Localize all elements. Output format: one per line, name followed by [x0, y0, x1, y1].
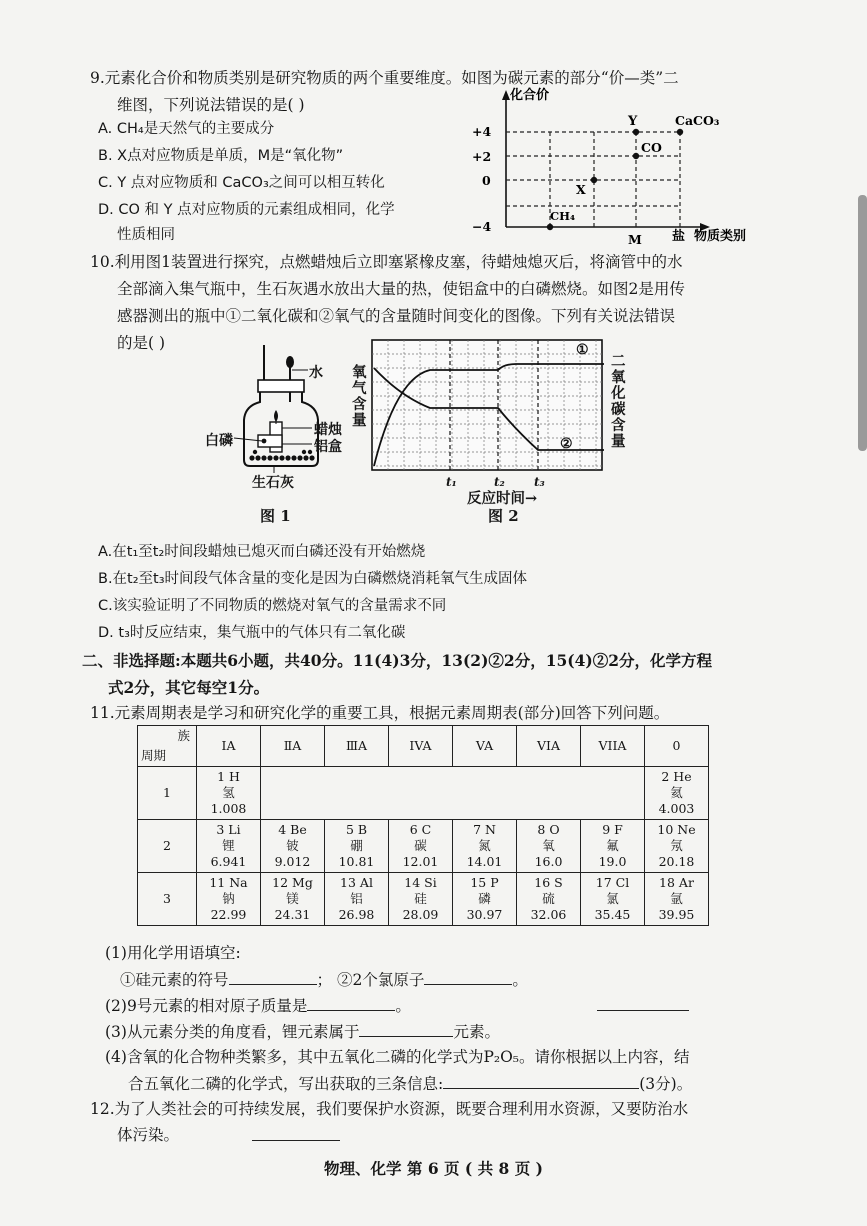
group-header: ⅢA — [325, 726, 389, 767]
element-symbol: 4 Be — [278, 822, 307, 837]
element-mass: 24.31 — [274, 907, 311, 922]
q10-stem-line2: 全部滴入集气瓶中，生石灰遇水放出大量的热，使铝盒中的白磷燃烧。如图2是用传 — [117, 280, 685, 298]
element-mass: 26.98 — [338, 907, 375, 922]
group-header: VIA — [517, 726, 581, 767]
q11-part3-label: (3)从元素分类的角度看，锂元素属于 — [105, 1023, 360, 1041]
element-name: 铍 — [286, 838, 299, 853]
q9-option-d-line2: 性质相同 — [117, 227, 175, 243]
figure2-caption: 图 2 — [488, 507, 519, 525]
element-mass: 10.81 — [338, 854, 375, 869]
element-name: 氢 — [222, 785, 235, 800]
element-name: 铝 — [350, 891, 363, 906]
q11-part1b-label: ②2个氯原子 — [336, 971, 425, 989]
element-mass: 30.97 — [466, 907, 503, 922]
element-symbol: 1 H — [217, 769, 240, 784]
q11-part4-line1: (4)含氧的化合物种类繁多，其中五氧化二磷的化学式为P₂O₅。请你根据以上内容，结 — [105, 1048, 690, 1066]
label-y: Y — [628, 114, 638, 129]
q10-stem-line4: 的是( ) — [117, 334, 166, 352]
q11-part2-end: 。 — [395, 997, 411, 1015]
section2-heading-line1: 二、非选择题:本题共6小题，共40分。11(4)3分，13(2)②2分，15(4)②2分，化学方程 — [82, 651, 712, 670]
table-corner — [138, 726, 197, 767]
q11-part1a-label: ①硅元素的符号 — [120, 971, 229, 989]
element-symbol: 16 S — [534, 875, 563, 890]
element-cell — [197, 873, 261, 926]
element-cell — [389, 820, 453, 873]
element-symbol: 14 Si — [404, 875, 437, 890]
q11-part4-blank[interactable] — [443, 1072, 639, 1089]
element-symbol: 9 F — [602, 822, 623, 837]
label-caco3: CaCO₃ — [675, 113, 720, 128]
element-name: 硫 — [542, 891, 555, 906]
q9-option-c: C. Y 点对应物质和 CaCO₃之间可以相互转化 — [98, 175, 385, 191]
xtick-m: M — [628, 232, 642, 246]
q12-stem-line2: 体污染。 — [117, 1126, 180, 1144]
element-symbol: 13 Al — [340, 875, 373, 890]
page-footer: 物理、化学 第 6 页 ( 共 8 页 ) — [324, 1159, 543, 1178]
chart-xlabel: 物质类别 — [694, 229, 747, 244]
element-mass: 19.0 — [598, 854, 627, 869]
curve2-marker: ② — [560, 436, 573, 452]
element-cell — [581, 820, 645, 873]
label-quicklime: 生石灰 — [252, 475, 294, 491]
q11-part1-line — [120, 968, 528, 991]
figure1-caption: 图 1 — [260, 507, 291, 525]
label-co: CO — [641, 140, 662, 155]
t2-label: t₂ — [494, 475, 505, 489]
q11-part3-line — [105, 1020, 500, 1043]
element-mass: 6.941 — [210, 854, 247, 869]
element-symbol: 11 Na — [209, 875, 248, 890]
element-cell — [197, 820, 261, 873]
vertical-scrollbar[interactable] — [858, 195, 867, 451]
sensor-graph — [370, 338, 608, 474]
q10-stem-line1: 10.利用图1装置进行探究，点燃蜡烛后立即塞紧橡皮塞，待蜡烛熄灭后，将滴管中的水 — [90, 253, 683, 271]
curve1-marker: ① — [576, 342, 589, 358]
element-symbol: 7 N — [473, 822, 496, 837]
point-y — [633, 129, 639, 135]
element-name: 氦 — [670, 785, 683, 800]
xtick-salt: 盐 — [672, 229, 686, 244]
element-symbol: 12 Mg — [272, 875, 313, 890]
group-header: IA — [197, 726, 261, 767]
section2-heading-line2: 式2分，其它每空1分。 — [108, 678, 270, 697]
q11-part2-blank[interactable] — [307, 994, 395, 1011]
element-name: 氮 — [478, 838, 491, 853]
point-ch4 — [547, 224, 553, 230]
q11-part3-end: 元素。 — [453, 1023, 500, 1041]
group-header: VIIA — [581, 726, 645, 767]
element-name: 锂 — [222, 838, 235, 853]
element-symbol: 6 C — [409, 822, 432, 837]
element-cell — [453, 820, 517, 873]
point-co — [633, 153, 639, 159]
ytick-plus4: +4 — [472, 124, 492, 139]
q9-stem-line1: 9.元素化合价和物质类别是研究物质的两个重要维度。如图为碳元素的部分“价—类”二 — [90, 69, 679, 87]
element-cell — [261, 873, 325, 926]
label-ch4: CH₄ — [550, 209, 576, 223]
element-name: 氩 — [670, 891, 683, 906]
element-name: 氧 — [542, 838, 555, 853]
element-name: 氯 — [606, 891, 619, 906]
element-cell — [453, 873, 517, 926]
element-cell — [517, 873, 581, 926]
element-cell — [517, 820, 581, 873]
group-header: IVA — [389, 726, 453, 767]
q11-part1: (1)用化学用语填空: — [105, 944, 241, 962]
q10-option-b: B.在t₂至t₃时间段气体含量的变化是因为白磷燃烧消耗氧气生成固体 — [98, 571, 528, 587]
element-cell — [645, 873, 709, 926]
element-name: 氟 — [606, 838, 619, 853]
chart-ylabel: 化合价 — [510, 88, 550, 103]
q11-part4-label: 合五氧化二磷的化学式，写出获取的三条信息: — [128, 1075, 444, 1093]
q10-stem-line3: 感器测出的瓶中①二氧化碳和②氧气的含量随时间变化的图像。下列有关说法错误 — [117, 307, 676, 325]
element-mass: 32.06 — [530, 907, 567, 922]
corner-group-label: 族 — [177, 728, 190, 743]
q10-option-d: D. t₃时反应结束，集气瓶中的气体只有二氧化碳 — [98, 625, 406, 641]
element-cell — [645, 767, 709, 820]
period-number: 2 — [138, 820, 197, 873]
element-name: 镁 — [286, 891, 299, 906]
label-white-phosphorus: 白磷 — [205, 433, 233, 449]
element-cell — [645, 820, 709, 873]
element-name: 碳 — [414, 838, 427, 853]
element-mass: 14.01 — [466, 854, 503, 869]
element-cell — [325, 873, 389, 926]
t3-label: t₃ — [534, 475, 545, 489]
element-mass: 9.012 — [274, 854, 311, 869]
label-x: X — [576, 182, 586, 197]
q11-part1a-blank[interactable] — [229, 968, 317, 985]
q9-option-a: A. CH₄是天然气的主要成分 — [98, 121, 275, 137]
label-candle: 蜡烛 — [314, 422, 342, 438]
empty-span-cell — [261, 767, 645, 820]
group-header: ⅡA — [261, 726, 325, 767]
t1-label: t₁ — [446, 475, 457, 489]
element-symbol: 8 O — [537, 822, 560, 837]
ytick-zero: 0 — [482, 173, 491, 188]
q11-part2-label: (2)9号元素的相对原子质量是 — [105, 997, 308, 1015]
element-cell — [197, 767, 261, 820]
q12-stem-line1: 12.为了人类社会的可持续发展，我们要保护水资源，既要合理利用水资源，又要防治水 — [90, 1100, 689, 1118]
q11-part3-blank[interactable] — [359, 1020, 453, 1037]
label-aluminum-box: 铝盒 — [314, 439, 342, 455]
stray-answer-line — [252, 1124, 340, 1141]
element-cell — [261, 820, 325, 873]
element-symbol: 10 Ne — [657, 822, 696, 837]
element-symbol: 15 P — [470, 875, 499, 890]
element-name: 氖 — [670, 838, 683, 853]
label-water: 水 — [309, 365, 323, 381]
point-caco3 — [677, 129, 683, 135]
ytick-plus2: +2 — [472, 149, 492, 164]
periodic-table — [137, 725, 709, 926]
group-header: 0 — [645, 726, 709, 767]
element-mass: 35.45 — [594, 907, 631, 922]
label-co2-content: 二氧化碳含量 — [611, 353, 626, 450]
element-cell — [581, 873, 645, 926]
table-row — [138, 767, 709, 820]
element-mass: 16.0 — [534, 854, 563, 869]
q10-option-c: C.该实验证明了不同物质的燃烧对氧气的含量需求不同 — [98, 598, 447, 614]
q11-part1-end: 。 — [512, 971, 528, 989]
element-name: 硼 — [350, 838, 363, 853]
q10-option-a: A.在t₁至t₂时间段蜡烛已熄灭而白磷还没有开始燃烧 — [98, 544, 426, 560]
element-name: 硅 — [414, 891, 427, 906]
q9-option-d-line1: D. CO 和 Y 点对应物质的元素组成相同，化学 — [98, 202, 395, 218]
q11-part4-line2 — [128, 1072, 692, 1095]
element-symbol: 2 He — [661, 769, 692, 784]
element-mass: 4.003 — [658, 801, 695, 816]
table-row — [138, 820, 709, 873]
q11-part4-end: (3分)。 — [639, 1075, 693, 1093]
element-cell — [325, 820, 389, 873]
stray-answer-line — [597, 994, 689, 1011]
q9-stem-line2: 维图，下列说法错误的是( ) — [117, 96, 305, 114]
element-mass: 1.008 — [210, 801, 247, 816]
element-mass: 39.95 — [658, 907, 695, 922]
table-row — [138, 873, 709, 926]
element-symbol: 3 Li — [216, 822, 241, 837]
q9-option-b: B. X点对应物质是单质，M是“氧化物” — [98, 148, 344, 164]
period-number: 1 — [138, 767, 197, 820]
element-mass: 28.09 — [402, 907, 439, 922]
element-cell — [389, 873, 453, 926]
element-symbol: 17 Cl — [595, 875, 630, 890]
point-x — [591, 177, 597, 183]
q11-part1-separator: ； — [316, 971, 333, 989]
element-symbol: 18 Ar — [659, 875, 694, 890]
ytick-minus4: −4 — [472, 219, 492, 234]
q11-part1b-blank[interactable] — [424, 968, 512, 985]
graph-xlabel: 反应时间→ — [467, 490, 538, 507]
valence-category-chart — [470, 86, 765, 246]
element-name: 磷 — [478, 891, 491, 906]
q11-part2-line — [105, 994, 411, 1017]
group-header: VA — [453, 726, 517, 767]
label-oxygen-content: 氧气含量 — [352, 364, 367, 429]
element-mass: 12.01 — [402, 854, 439, 869]
element-symbol: 5 B — [345, 822, 368, 837]
period-number: 3 — [138, 873, 197, 926]
corner-period-label: 周期 — [141, 748, 167, 763]
element-mass: 20.18 — [658, 854, 695, 869]
element-name: 钠 — [222, 891, 235, 906]
q11-stem: 11.元素周期表是学习和研究化学的重要工具，根据元素周期表(部分)回答下列问题。 — [90, 704, 670, 722]
element-mass: 22.99 — [210, 907, 247, 922]
